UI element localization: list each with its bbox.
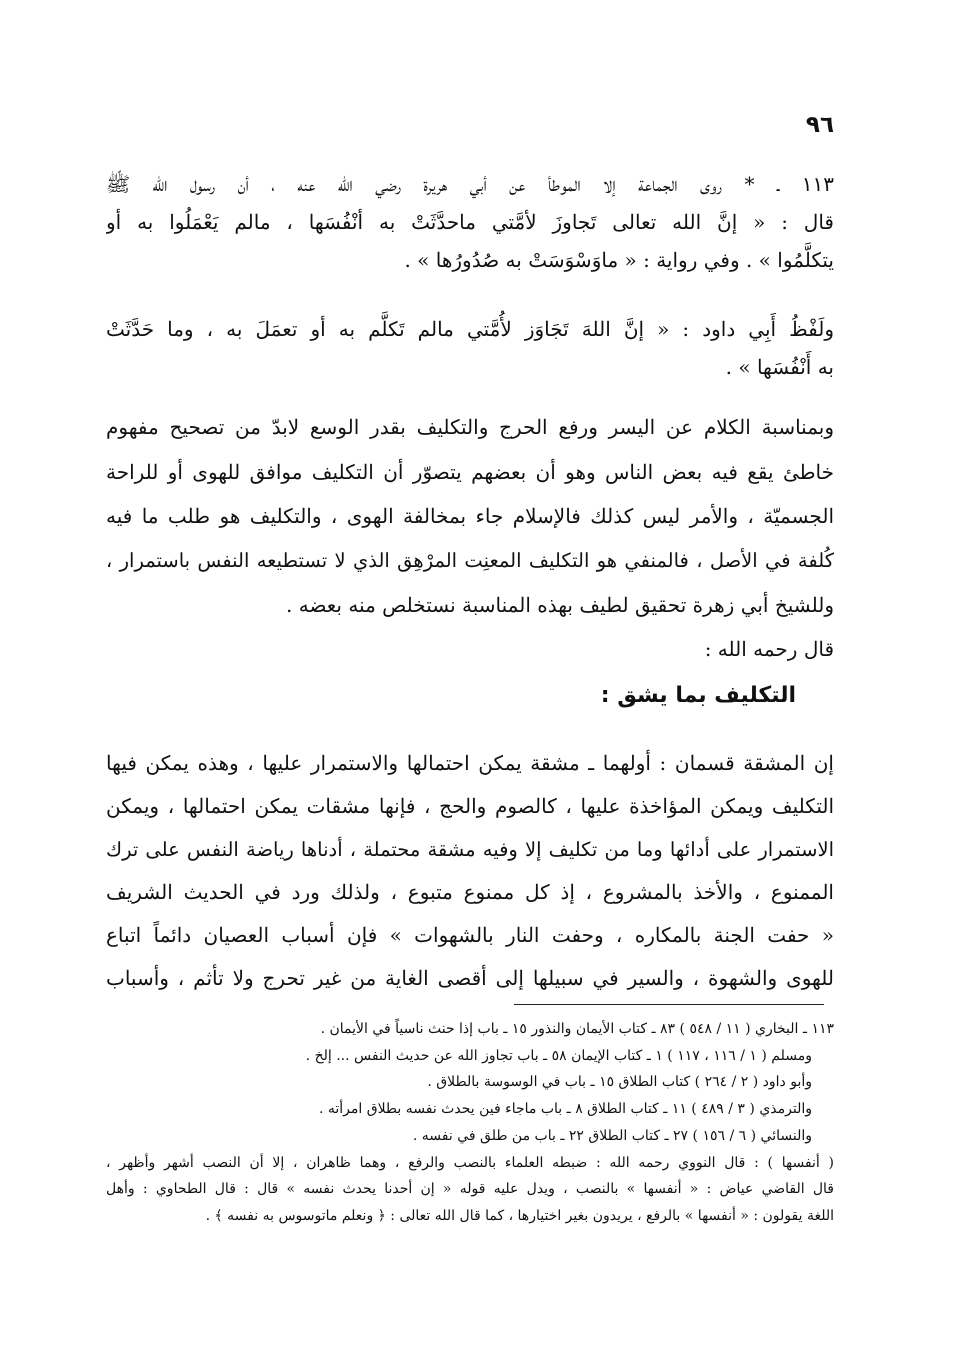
footnote-line: والنسائي ( ٦ / ١٥٦ ) ٢٧ ـ كتاب الطلاق ٢٢ ـ باب من طلق في نفسه . [412,1127,812,1144]
text-line: إن المشقة قسمان : أولهما ـ مشقة يمكن احتمالها والاستمرار عليها ، وهذه يمكن فيها [106,751,834,775]
footnote-divider [514,1004,824,1005]
quoted-paragraph [106,742,834,1000]
text-line: التكليف ويمكن المؤاخذة عليها ، كالصوم والحج ، فإنها مشقات يمكن احتمالها ، ويمكن [106,794,834,818]
text-line: ولَفْظُ أَبِي داود : « إنَّ اللهَ تَجَاوَز لأُمَّتي مالم تَكلَّم به أو تعمَلَ به ، وما حَدَّثَتْ [106,317,834,341]
text-line: به أَنْفُسَها » . [725,355,834,379]
abu-dawud-wording [106,310,834,386]
quote-intro [106,633,834,665]
text-line: قال رحمه الله : [704,637,834,661]
text-line: ١١٣ ـ * روى الجماعة إلا الموطأ عن أبي هريرة رضي الله عنه ، أن رسول الله ﷺ [106,172,834,196]
footnote-line: ومسلم ( ١ / ١١٦ ، ١١٧ ) ١ ـ كتاب الإيمان ٥٨ ـ باب تجاوز الله عن حديث النفس ... إلخ . [305,1047,812,1064]
footnote-line: ١١٣ ـ البخاري ( ١١ / ٥٤٨ ) ٨٣ ـ كتاب الأيمان والنذور ١٥ ـ باب إذا حنث ناسياً في الأيمان . [320,1021,834,1037]
footnote-line: اللغة يقولون : « أنفسها » بالرفع ، يريدون بغير اختيارها ، كما قال الله تعالى : ﴿ ونعلم ماتوسوس به نفسه ﴾ . [205,1207,834,1224]
text-line: الاستمرار على أدائها وما من تكليف إلا وفيه مشقة محتملة ، أدناها رياضة النفس على ترك [106,838,834,861]
section-heading: التكليف بما يشق : [600,683,796,708]
text-line: الممنوع ، والأخذ بالمشروع ، إذ كل ممنوع متبوع ، ولذلك ورد في الحديث الشريف [106,880,834,904]
text-line: خاطئ يقع فيه بعض الناس وهو أن بعضهم يتصوّر أن التكليف موافق للهوى أو للراحة [106,459,834,484]
footnote-line: والترمذي ( ٣ / ٤٨٩ ) ١١ ـ كتاب الطلاق ٨ ـ باب ماجاء فين يحدث نفسه بطلاق امرأته . [318,1101,812,1118]
footnote-line: ( أنفسها ) : قال النووي رحمه الله : ضبطه العلماء بالنصب والرفع ، وهما ظاهران ، إلا أن النصب أشهر وأظهر ، [106,1154,834,1171]
text-line: الجسميّة ، والأمر ليس كذلك فالإسلام جاء بمخالفة الهوى ، والتكليف هو طلب ما فيه [106,504,834,528]
text-line: وبمناسبة الكلام عن اليسر ورفع الحرج والتكليف بقدر الوسع لابدّ من تصحيح مفهوم [106,415,834,439]
text-line: « حفت الجنة بالمكاره ، وحفت النار بالشهوات » فإن أسباب العصيان دائماً اتباع [106,923,834,947]
text-line: يتكلَّمُوا » . وفي رواية : « ماوَسْوَسَتْ به صُدُورُها » . [404,248,834,272]
text-line: قال : « إنَّ الله تعالى تَجاوزَ لأمَّتي ماحدَّثَتْ به أنْفُسَها ، مالم يَعْمَلُوا به أو [106,210,834,234]
text-line: كُلفة في الأصل ، فالمنفي هو التكليف المعنِت المرْهِق الذي لا تستطيعه النفس باستمرار ، [106,548,834,572]
footnote-line: قال القاضي عياض : « أنفسها » بالنصب ، ويدل عليه قوله « إن أحدنا يحدث نفسه » قال : قال الطحاوي : وأهل [106,1181,834,1198]
page-number: ٩٦ [805,112,834,138]
text-line: وللشيخ أبي زهرة تحقيق لطيف بهذه المناسبة نستخلص منه بعضه . [286,593,834,617]
text-line: للهوى والشهوة ، والسير في سبيلها إلى أقصى الغاية من غير تحرج ولا تأثم ، وأسباب [106,966,834,990]
commentary-paragraph [106,405,834,628]
hadith-113-text [106,165,834,279]
footnotes [106,1016,834,1230]
footnote-line: وأبو داود ( ٢ / ٢٦٤ ) كتاب الطلاق ١٥ ـ باب في الوسوسة بالطلاق . [427,1074,812,1091]
